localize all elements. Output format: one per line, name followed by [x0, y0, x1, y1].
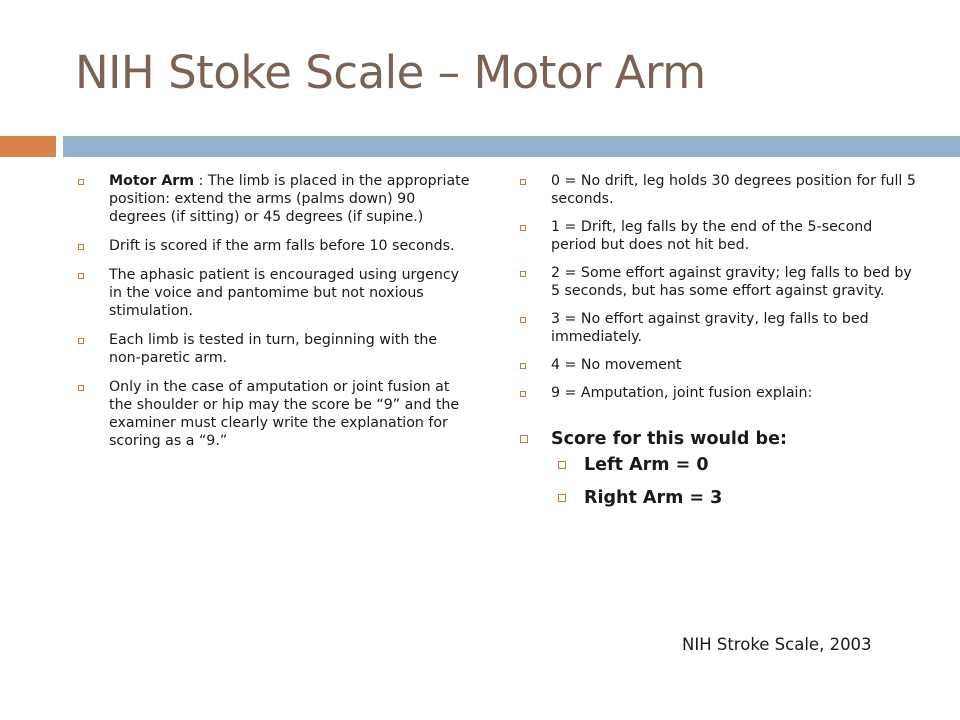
- hollow-square-bullet-icon: [78, 273, 84, 279]
- list-item: [78, 172, 470, 226]
- hollow-square-bullet-icon: [520, 435, 528, 443]
- list-item: [78, 266, 470, 320]
- score-heading: [520, 428, 920, 450]
- hollow-square-bullet-icon: [520, 317, 526, 323]
- list-item: [520, 310, 920, 346]
- term-motor-arm: Motor Arm: [109, 173, 195, 189]
- item-text: The aphasic patient is encouraged using urgency in the voice and pantomime but not noxious stimulation.: [109, 267, 460, 319]
- score-left-arm: [520, 454, 920, 476]
- item-text: Drift is scored if the arm falls before 10 seconds.: [109, 238, 455, 254]
- hollow-square-bullet-icon: [520, 225, 526, 231]
- accent-bar-orange: [0, 136, 56, 157]
- item-text: Each limb is tested in turn, beginning with the non-paretic arm.: [109, 332, 438, 366]
- score-block: [520, 428, 920, 509]
- item-text: Only in the case of amputation or joint fusion at the shoulder or hip may the score be “9” and the examiner must clearly write the explanation for scoring as a “9.”: [109, 379, 460, 449]
- list-item: [520, 172, 920, 208]
- hollow-square-bullet-icon: [558, 494, 566, 502]
- hollow-square-bullet-icon: [558, 461, 566, 469]
- list-item: [78, 331, 470, 367]
- score-right-arm: [520, 487, 920, 509]
- hollow-square-bullet-icon: [520, 391, 526, 397]
- hollow-square-bullet-icon: [520, 271, 526, 277]
- item-text: 3 = No effort against gravity, leg falls to bed immediately.: [551, 311, 869, 345]
- score-right-arm-text: Right Arm = 3: [584, 488, 723, 508]
- scoring-criteria-list: [520, 172, 920, 402]
- hollow-square-bullet-icon: [78, 244, 84, 250]
- slide-title: NIH Stoke Scale – Motor Arm: [75, 46, 706, 99]
- hollow-square-bullet-icon: [78, 338, 84, 344]
- item-text: 4 = No movement: [551, 357, 682, 373]
- left-column: [78, 172, 470, 461]
- list-item: [520, 264, 920, 300]
- hollow-square-bullet-icon: [78, 179, 84, 185]
- item-text: 1 = Drift, leg falls by the end of the 5-second period but does not hit bed.: [551, 219, 873, 253]
- item-text: : The limb is placed in the appropriate position: extend the arms (palms down) 90 degrees (if sitting) or 45 degrees (if supine.): [109, 173, 470, 225]
- citation: NIH Stroke Scale, 2003: [682, 635, 872, 654]
- item-text: 0 = No drift, leg holds 30 degrees position for full 5 seconds.: [551, 173, 916, 207]
- right-column: [520, 172, 920, 520]
- list-item: [520, 384, 920, 402]
- hollow-square-bullet-icon: [78, 385, 84, 391]
- list-item: [78, 237, 470, 255]
- hollow-square-bullet-icon: [520, 363, 526, 369]
- item-text: 2 = Some effort against gravity; leg falls to bed by 5 seconds, but has some effort against gravity.: [551, 265, 912, 299]
- score-heading-text: Score for this would be:: [551, 429, 787, 449]
- score-sub-list: [520, 454, 920, 509]
- score-left-arm-text: Left Arm = 0: [584, 455, 709, 475]
- hollow-square-bullet-icon: [520, 179, 526, 185]
- list-item: [78, 378, 470, 450]
- item-text: 9 = Amputation, joint fusion explain:: [551, 385, 813, 401]
- motor-arm-instructions-list: [78, 172, 470, 450]
- accent-bar-blue: [63, 136, 960, 157]
- list-item: [520, 356, 920, 374]
- list-item: [520, 218, 920, 254]
